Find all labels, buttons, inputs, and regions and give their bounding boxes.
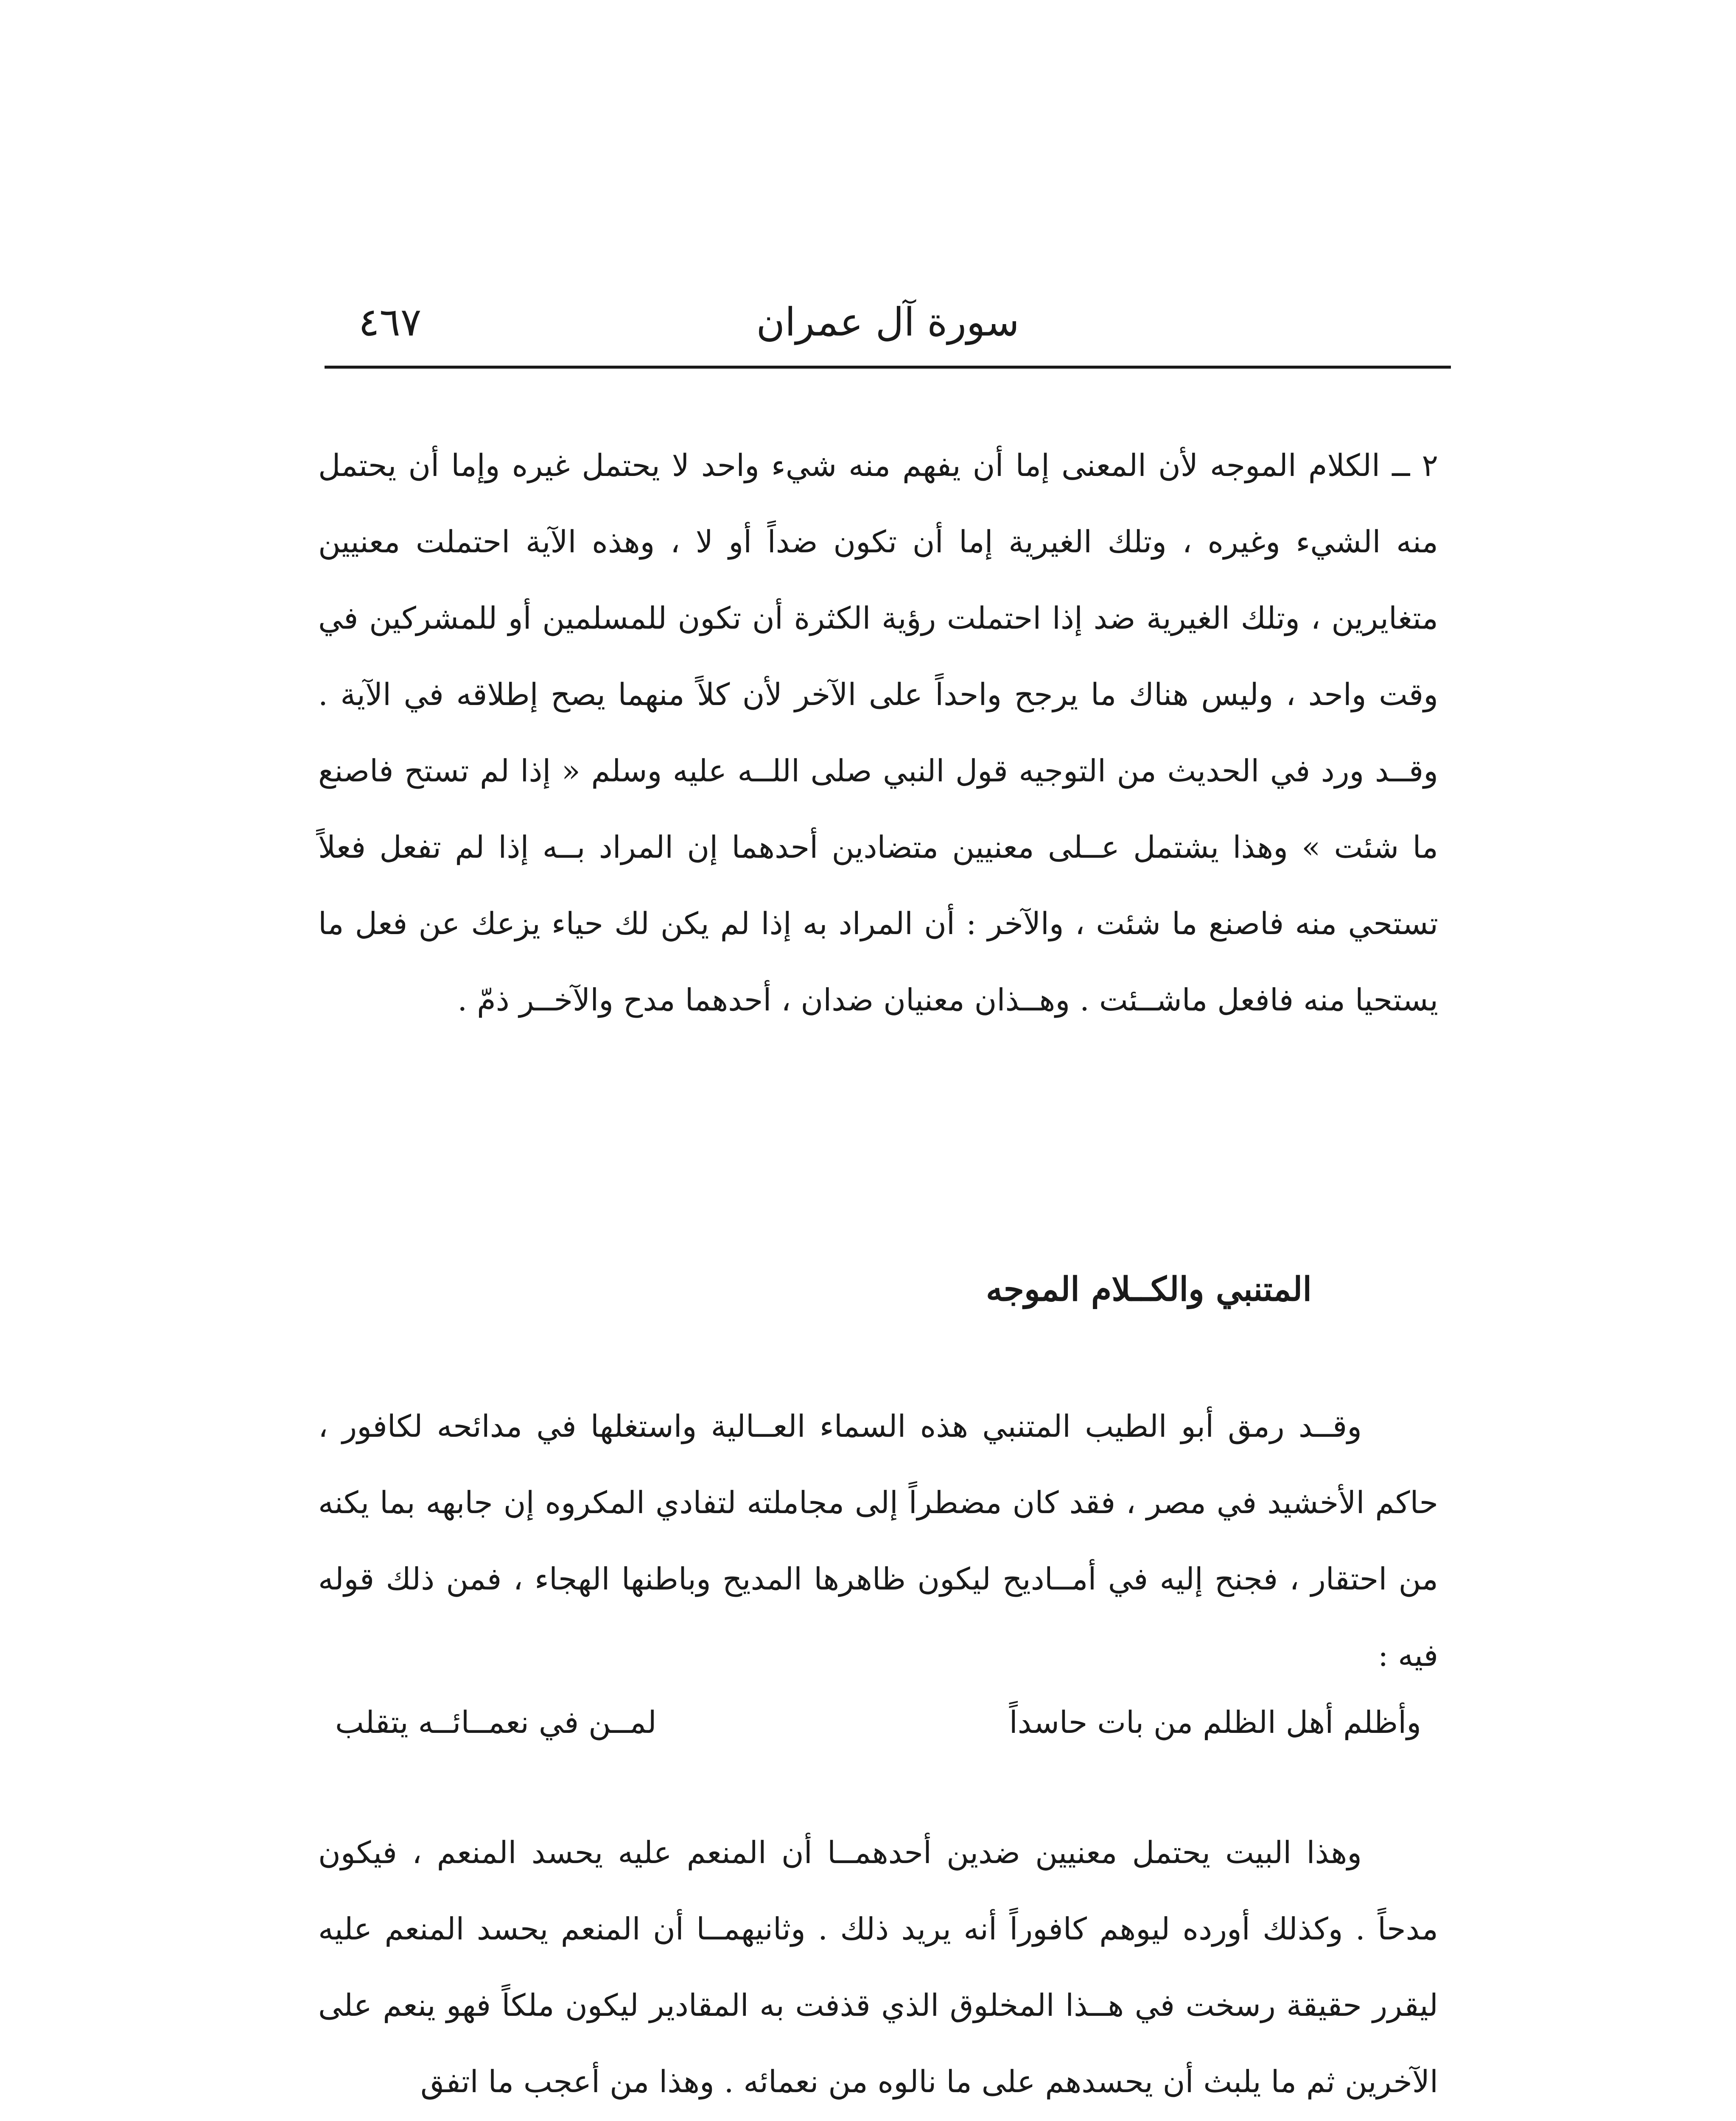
running-header <box>325 293 1451 361</box>
verse-first-hemistich: وأظلم أهل الظلم من بات حاسداً <box>1009 1704 1421 1740</box>
verse-second-hemistich: لمــن في نعمــائــه يتقلب <box>335 1704 657 1740</box>
header-rule <box>325 366 1451 369</box>
paragraph-mutanabbi: وقــد رمق أبو الطيب المتنبي هذه السماء العــالية واستغلها في مدائحه لكافور ، حاكم الأخشيد في مصر ، فقد كان مضطراً إلى مجاملته لتفادي المكروه إن جابهه بما يكنه من احتقار ، فجنح إليه في أمــاديح ليكون ظاهرها المديح وباطنها الهجاء ، فمن ذلك قوله فيه : <box>318 1408 1439 1673</box>
page-number: ٤٦٧ <box>358 299 422 345</box>
paragraph-verse-analysis: وهذا البيت يحتمل معنيين ضدين أحدهمــا أن المنعم عليه يحسد المنعم ، فيكون مدحاً . وكذلك أورده ليوهم كافوراً أنه يريد ذلك . وثانيهمــا أن المنعم يحسد المنعم عليه ليقرر حقيقة رسخت في هــذا المخلوق الذي قذفت به المقادير ليكون ملكاً فهو ينعم على الآخرين ثم ما يلبث أن يحسدهم على ما نالوه من نعمائه . وهذا من أعجب ما اتفق <box>318 1835 1438 2099</box>
section-heading: المتنبي والكــلام الموجه <box>986 1270 1312 1309</box>
chapter-title: سورة آل عمران <box>756 299 1019 345</box>
paragraph-ambiguous-speech: ٢ ــ الكلام الموجه لأن المعنى إما أن يفهم منه شيء واحد لا يحتمل غيره وإما أن يحتمل منه الشيء وغيره ، وتلك الغيرية إما أن تكون ضداً أو لا ، وهذه الآية احتملت معنيين متغايرين ، وتلك الغيرية ضد إذا احتملت رؤية الكثرة أن تكون للمسلمين أو للمشركين في وقت واحد ، وليس هناك ما يرجح واحداً على الآخر لأن كلاً منهما يصح إطلاقه في الآية . وقــد ورد في الحديث من التوجيه قول النبي صلى اللــه عليه وسلم « إذا لم تستح فاصنع ما شئت » وهذا يشتمل عــلى معنيين متضادين أحدهما إن المراد بــه إذا لم تفعل فعلاً تستحي منه فاصنع ما شئت ، والآخر : أن المراد به إذا لم يكن لك حياء يزعك عن فعل ما يستحيا منه فافعل ماشــئت . وهــذان معنيان ضدان ، أحدهما مدح والآخــر ذمّ . <box>318 448 1438 1018</box>
